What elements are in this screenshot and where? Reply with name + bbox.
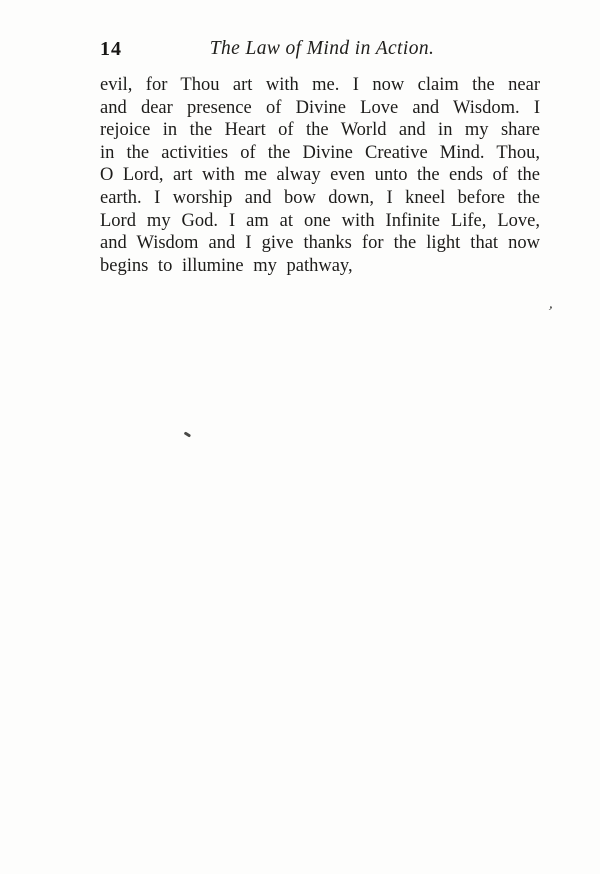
ink-speck-icon [184, 432, 191, 436]
ink-speck-icon: , [547, 295, 557, 313]
text-line: O Lord, art with me alway even unto the ends of the [100, 165, 540, 186]
page-number: 14 [100, 38, 122, 60]
text-line: and Wisdom and I give thanks for the light that now [100, 233, 540, 254]
running-header [100, 36, 540, 62]
text-line: rejoice in the Heart of the World and in my share [100, 120, 540, 141]
body-paragraph [100, 74, 540, 277]
text-line: in the activities of the Divine Creative Mind. Thou, [100, 142, 540, 163]
text-line: and dear presence of Divine Love and Wisdom. I [100, 97, 540, 118]
text-line: Lord my God. I am at one with Infinite Life, Love, [100, 210, 540, 231]
text-line: earth. I worship and bow down, I kneel before the [100, 187, 540, 208]
running-title: The Law of Mind in Action. [209, 38, 435, 59]
text-line: evil, for Thou art with me. I now claim the near [100, 75, 540, 95]
text-line: begins to illumine my pathway, [100, 255, 353, 276]
